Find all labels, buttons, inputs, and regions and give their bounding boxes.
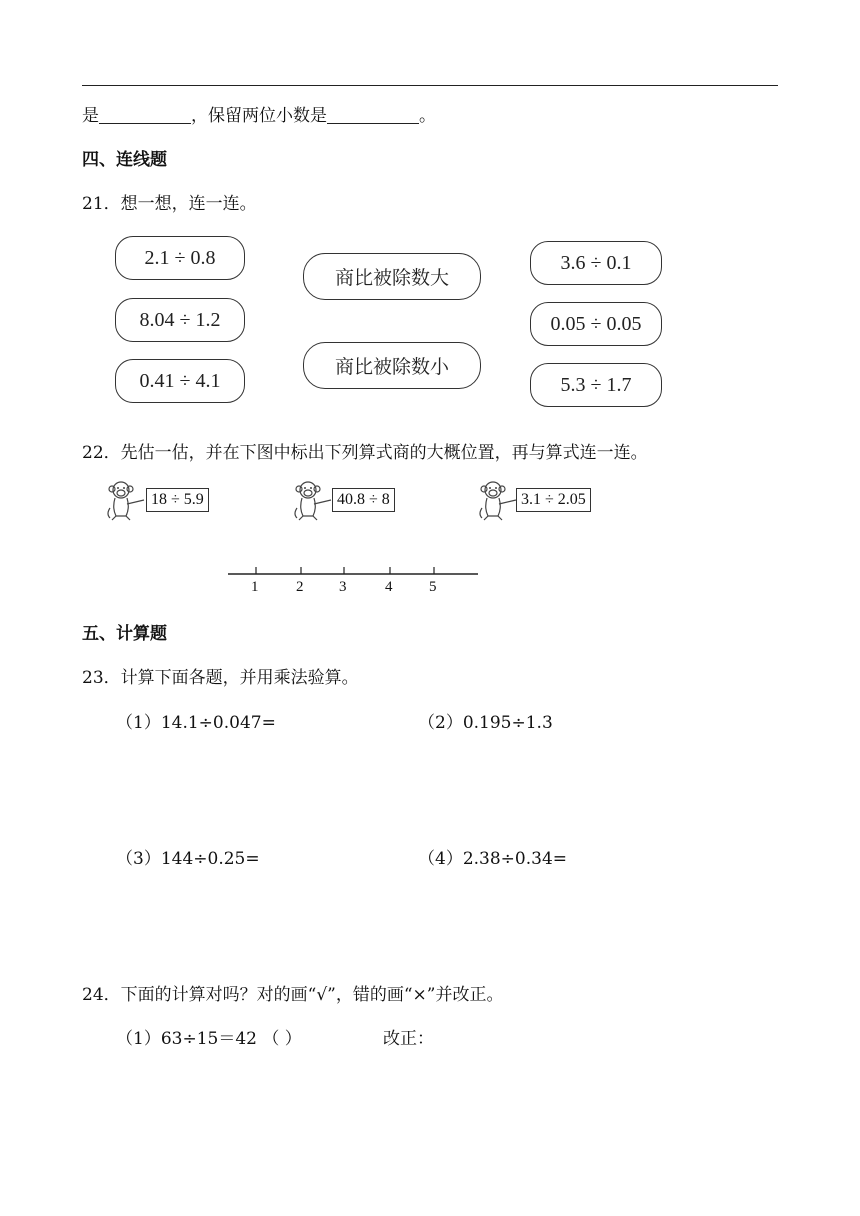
monkey-icon — [104, 478, 148, 522]
section-title-matching: 四、连线题 — [82, 150, 167, 170]
left-expression-3[interactable]: 0.41 ÷ 4.1 — [115, 359, 245, 403]
question-23: 23．计算下面各题，并用乘法验算。 — [82, 668, 359, 688]
tick-label-5: 5 — [429, 579, 437, 595]
answer-blank-1[interactable] — [99, 106, 191, 124]
tick-label-4: 4 — [385, 579, 393, 595]
line-middle: ，保留两位小数是 — [191, 106, 327, 126]
middle-label-greater[interactable]: 商比被除数大 — [303, 253, 481, 300]
number-line[interactable] — [226, 562, 482, 598]
monkey-icon — [476, 478, 520, 522]
line-suffix: 。 — [419, 106, 436, 126]
question-22: 22．先估一估，并在下图中标出下列算式商的大概位置，再与算式连一连。 — [82, 443, 648, 463]
question-24: 24．下面的计算对吗？对的画“√”，错的画“×”并改正。 — [82, 985, 504, 1005]
correction-label: 改正： — [383, 1029, 434, 1049]
right-expression-3[interactable]: 5.3 ÷ 1.7 — [530, 363, 662, 407]
calc-item-2: （2）0.195÷1.3 — [418, 713, 553, 733]
middle-label-smaller[interactable]: 商比被除数小 — [303, 342, 481, 389]
tick-label-2: 2 — [296, 579, 304, 595]
right-expression-1[interactable]: 3.6 ÷ 0.1 — [530, 241, 662, 285]
tick-label-1: 1 — [251, 579, 259, 595]
left-expression-1[interactable]: 2.1 ÷ 0.8 — [115, 236, 245, 280]
expression-box-2[interactable]: 40.8 ÷ 8 — [332, 488, 395, 512]
calc-item-4: （4）2.38÷0.34= — [418, 849, 568, 869]
left-expression-2[interactable]: 8.04 ÷ 1.2 — [115, 298, 245, 342]
monkey-icon — [291, 478, 335, 522]
fill-blank-line — [82, 101, 436, 126]
expression-box-3[interactable]: 3.1 ÷ 2.05 — [516, 488, 591, 512]
expression-box-1[interactable]: 18 ÷ 5.9 — [146, 488, 209, 512]
right-expression-2[interactable]: 0.05 ÷ 0.05 — [530, 302, 662, 346]
calc-item-1: （1）14.1÷0.047= — [116, 713, 276, 733]
line-prefix: 是 — [82, 106, 99, 126]
question-21: 21．想一想，连一连。 — [82, 194, 257, 214]
calc-item-3: （3）144÷0.25= — [116, 849, 260, 869]
judge-item-1[interactable]: （1）63÷15＝42 （ ） — [116, 1029, 302, 1049]
section-title-calculation: 五、计算题 — [82, 624, 167, 644]
top-rule — [82, 85, 778, 86]
tick-label-3: 3 — [339, 579, 347, 595]
answer-blank-2[interactable] — [327, 106, 419, 124]
